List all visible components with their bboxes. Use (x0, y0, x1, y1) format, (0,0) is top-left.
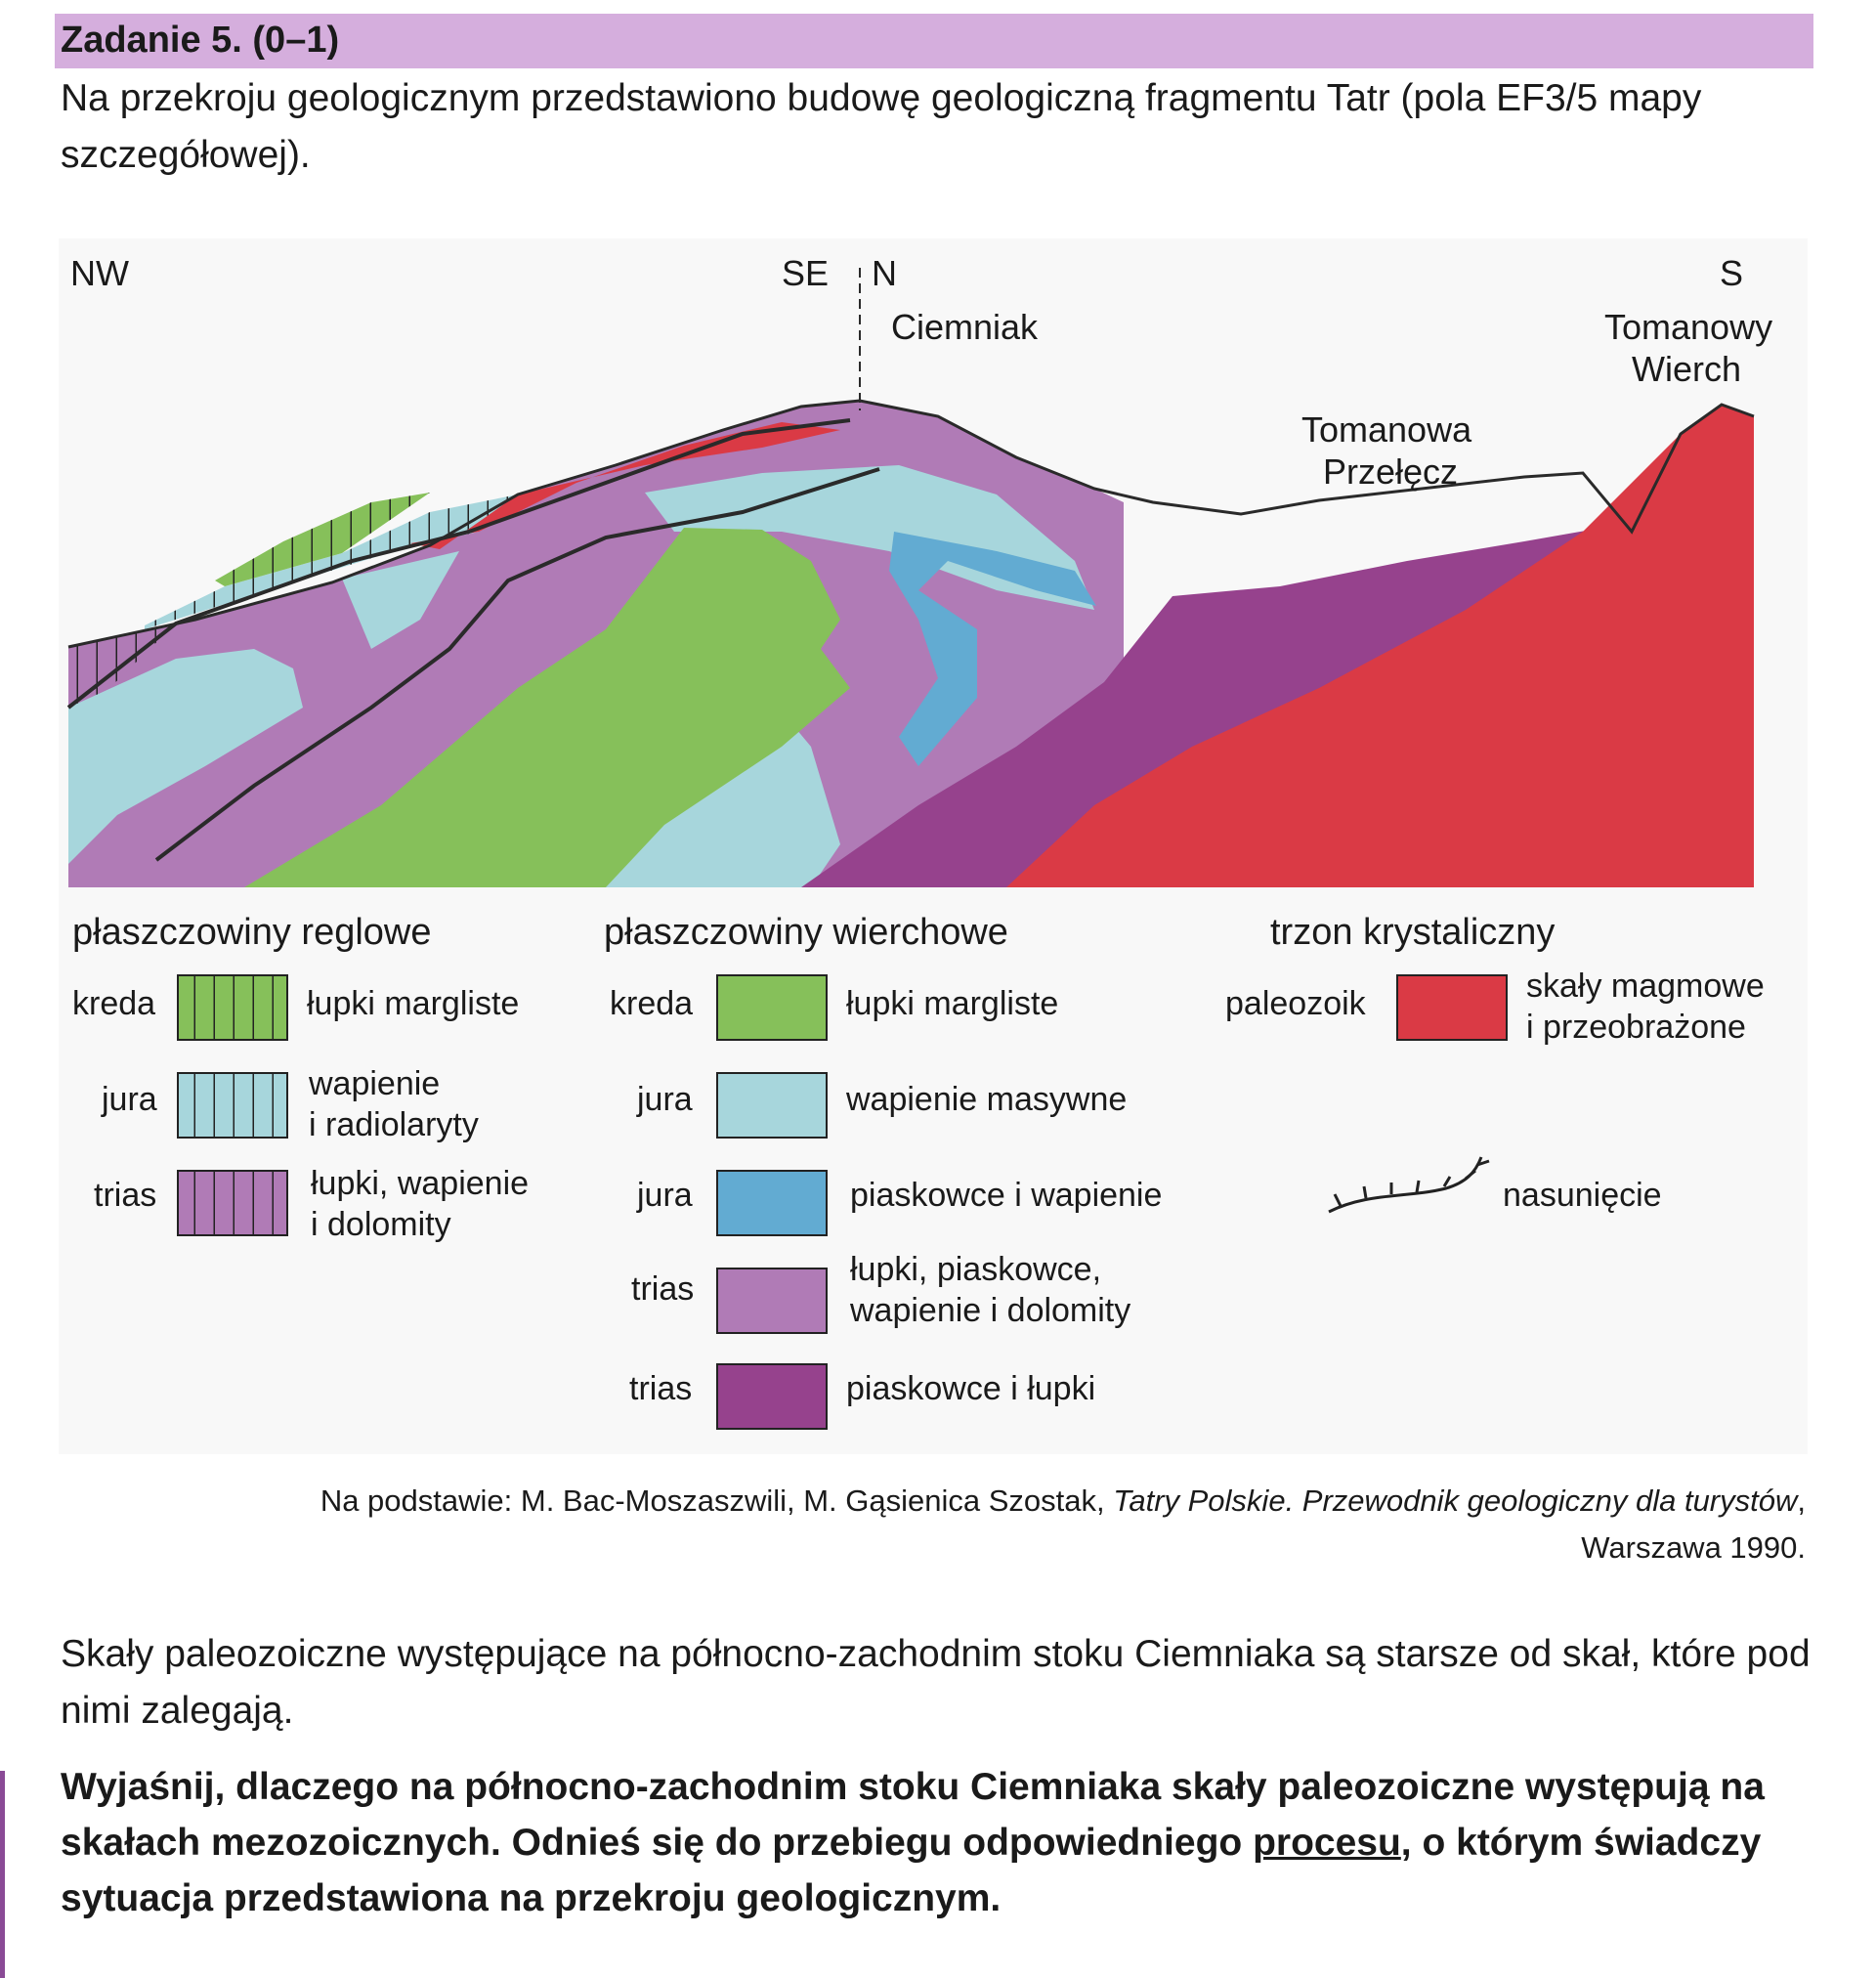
label-se: SE (782, 253, 830, 293)
legend-trzon-label: skały magmowe (1526, 968, 1765, 1005)
task-underlined: procesu (1253, 1822, 1401, 1864)
legend-reglowe-period: trias (94, 1177, 157, 1214)
legend-swatch-wierchowe-trias (717, 1268, 827, 1333)
legend-reglowe-label-2: i dolomity (311, 1206, 451, 1243)
legend-reglowe-label: łupki margliste (307, 985, 520, 1022)
legend-thrust-label: nasunięcie (1503, 1177, 1662, 1214)
body-text: Skały paleozoiczne występujące na północno-zachodnim stoku Ciemniaka są starsze od skał, które pod nimi zalegają. (61, 1633, 1811, 1732)
legend-swatch-wierchowe-kreda (717, 975, 827, 1040)
intro-text: Na przekroju geologicznym przedstawiono budowę geologiczną fragmentu Tatr (pola EF3/5 mapy szczegółowej). (61, 77, 1702, 176)
source-prefix: Na podstawie: M. Bac-Moszaszwili, M. Gąsienica Szostak, (320, 1484, 1114, 1518)
legend-wierchowe-period: jura (637, 1177, 693, 1214)
legend-reglowe-label: łupki, wapienie (311, 1165, 530, 1202)
legend-wierchowe-label: piaskowce i łupki (846, 1370, 1096, 1407)
legend-reglowe-title: płaszczowiny reglowe (72, 912, 432, 953)
label-tomanowy-1: Tomanowy (1604, 307, 1773, 347)
left-margin-rule (0, 1771, 5, 1978)
legend-swatch-wierchowe-jura (717, 1073, 827, 1138)
task-instruction (61, 1759, 1819, 1926)
legend-wierchowe-label: piaskowce i wapienie (850, 1177, 1163, 1214)
source-suffix: , (1797, 1484, 1806, 1518)
legend-wierchowe-label-2: wapienie i dolomity (850, 1292, 1131, 1329)
label-nw: NW (70, 253, 129, 293)
legend-reglowe-period: jura (102, 1081, 157, 1118)
label-tomanowy-2: Wierch (1632, 349, 1742, 389)
legend-wierchowe-period: kreda (610, 985, 694, 1022)
label-ciemniak: Ciemniak (891, 307, 1039, 347)
thrust-symbol-icon (1329, 1157, 1489, 1212)
cross-section (68, 268, 1754, 887)
legend-reglowe-label: wapienie (309, 1065, 441, 1102)
legend-trzon-period: paleozoik (1225, 985, 1366, 1022)
cross-section-svg (59, 238, 1808, 1454)
legend-swatch-trzon (1397, 975, 1507, 1040)
legend-wierchowe-period: trias (629, 1370, 693, 1407)
legend-swatch-wierchowe-trias-dark (717, 1364, 827, 1429)
source-title: Tatry Polskie. Przewodnik geologiczny dla turystów (1113, 1484, 1798, 1518)
legend-trzon-title: trzon krystaliczny (1270, 912, 1556, 953)
label-s: S (1720, 253, 1744, 293)
task-title: Zadanie 5. (0–1) (61, 20, 340, 61)
task-part2: , o którym świadczy sytuacja przedstawiona na przekroju geologicznym. (61, 1822, 1762, 1919)
legend-reglowe-period: kreda (72, 985, 156, 1022)
legend-wierchowe-period: trias (631, 1270, 695, 1308)
legend (72, 912, 1765, 1429)
legend-swatch-wierchowe-jura-blue (717, 1171, 827, 1235)
legend-wierchowe-title: płaszczowiny wierchowe (604, 912, 1008, 953)
label-przelecz-2: Przełęcz (1323, 452, 1459, 492)
task-header (55, 14, 1813, 68)
legend-wierchowe-period: jura (637, 1081, 693, 1118)
source-line2: Warszawa 1990. (1581, 1530, 1806, 1565)
label-n: N (872, 253, 897, 293)
task-part1: Wyjaśnij, dlaczego na północno-zachodnim stoku Ciemniaka skały paleozoiczne występują na skałach mezozoicznych. Odnieś się do przebiegu odpowiedniego (61, 1766, 1765, 1864)
geological-cross-section-figure (59, 238, 1808, 1454)
legend-wierchowe-label: łupki margliste (846, 985, 1059, 1022)
legend-trzon-label-2: i przeobrażone (1526, 1009, 1746, 1046)
legend-wierchowe-label: łupki, piaskowce, (850, 1251, 1102, 1288)
legend-wierchowe-label: wapienie masywne (846, 1081, 1128, 1118)
label-przelecz-1: Tomanowa (1301, 409, 1472, 450)
legend-reglowe-label-2: i radiolaryty (309, 1106, 479, 1143)
figure-source (145, 1478, 1806, 1571)
